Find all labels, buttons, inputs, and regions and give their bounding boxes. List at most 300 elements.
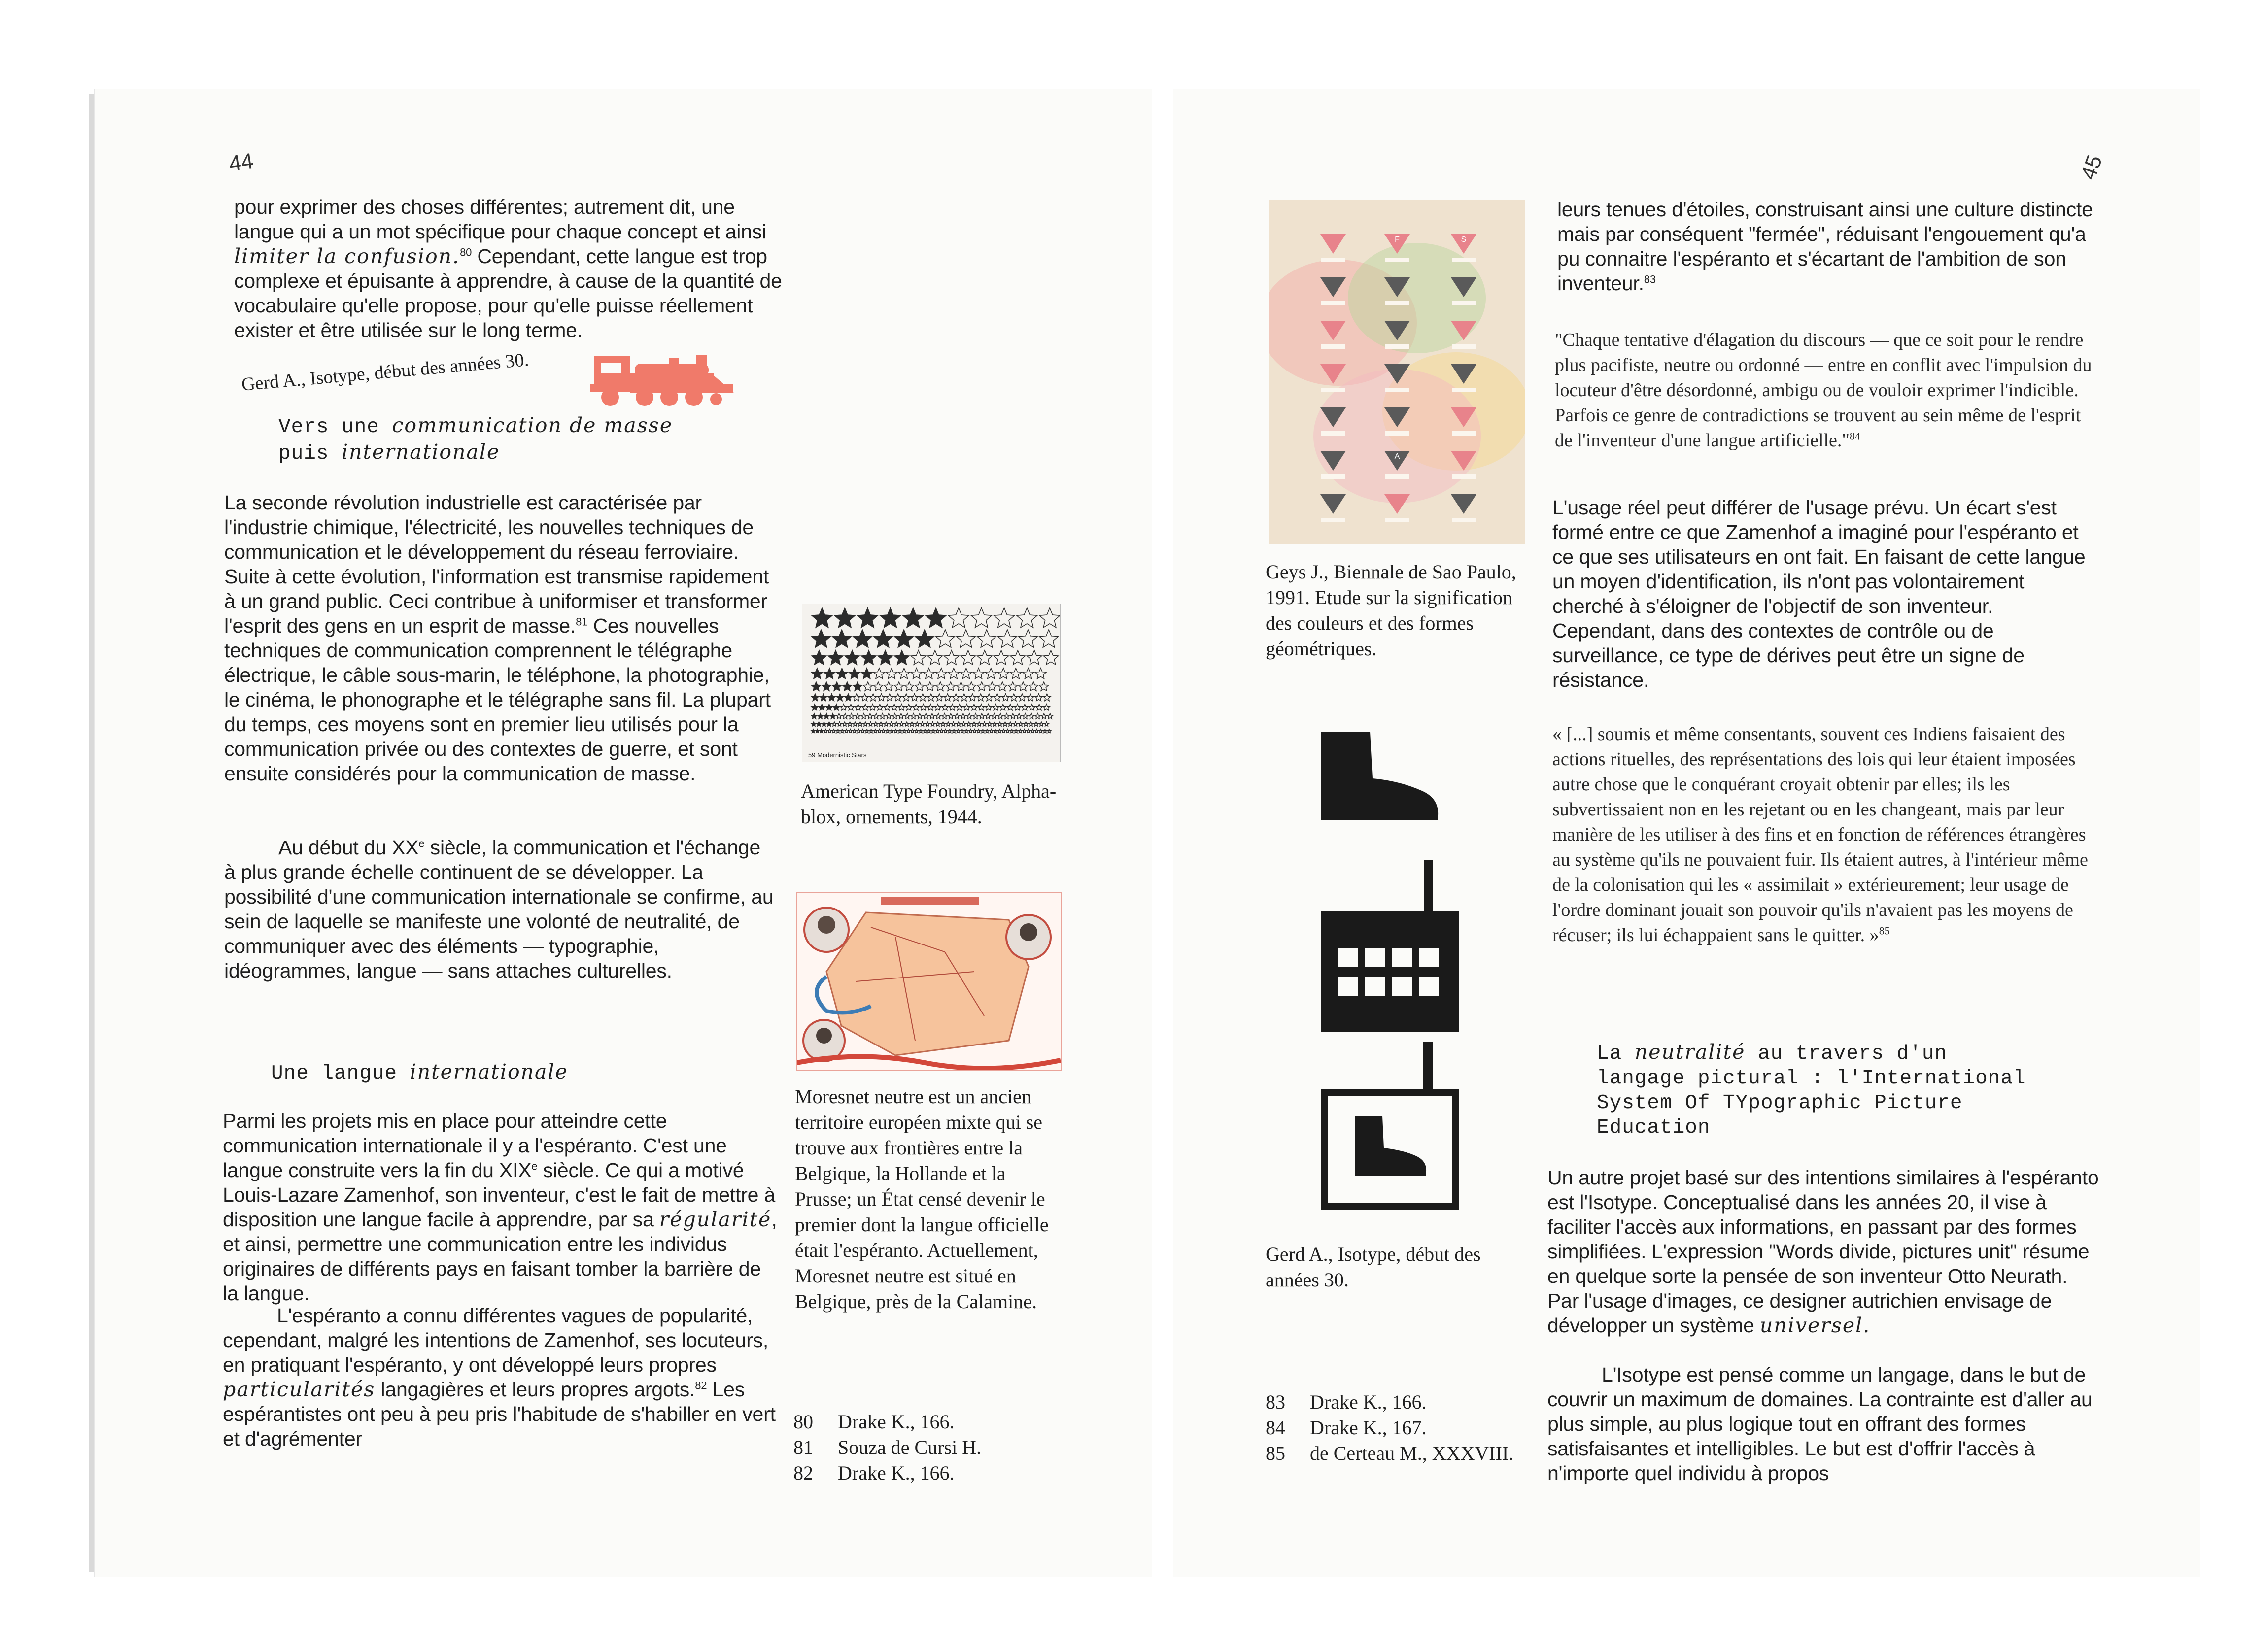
star-ornament xyxy=(1016,713,1022,719)
star-ornament xyxy=(913,704,919,710)
star-ornament xyxy=(812,630,830,647)
bar-mark xyxy=(1321,388,1345,392)
star-ornament xyxy=(981,729,985,733)
star-ornament xyxy=(1002,694,1009,701)
star-ornament xyxy=(985,704,992,710)
star-ornament xyxy=(858,608,878,628)
paragraph-3: Au début du XXe siècle, la communication et l'échange à plus grande échelle continuent de se développer. La possibilité d'une communication internationale se confirme, au sein de laquelle se manifeste une volonté de neutralité, de communiquer avec des éléments — typographie, idéogrammes, langue — sans attaches culturelles. xyxy=(224,836,774,982)
star-ornament xyxy=(987,722,992,726)
footnote: 82 Drake K., 166. xyxy=(793,1462,955,1484)
star-ornament xyxy=(1023,729,1027,733)
heading-communication-de-masse: Vers une communication de masse puis internationale xyxy=(278,413,673,465)
star-ornament xyxy=(832,729,836,733)
star-ornament xyxy=(998,668,1009,679)
star-ornament xyxy=(1004,713,1009,719)
factory-shoe-icon xyxy=(1321,1042,1459,1210)
star-ornament xyxy=(968,729,972,733)
star-ornament xyxy=(1018,694,1026,701)
bar-mark xyxy=(1321,518,1345,522)
star-ornament xyxy=(1035,729,1039,733)
star-ornament xyxy=(886,729,890,733)
bar-mark xyxy=(1385,344,1409,349)
star-ornament xyxy=(1007,704,1013,710)
star-ornament xyxy=(1039,682,1049,691)
bar-mark xyxy=(1321,344,1345,349)
star-ornament xyxy=(1035,713,1040,719)
quote-2: « [...] soumis et même consentants, souvent ces Indiens faisaient des actions rituelles, des représentations des lois qui leur étaient imposées autre chose que le conquérant croyait obtenir par elles; ils les subvertissaient non en les rejetant ou en les changeant, mais par leur manière de les utiliser à des fins et en fonction de références étrangères au système qu'ils ne pouvaient fuir. Ils étaient autres, à l'intérieur même de la colonisation qui les « assimilait » extérieurement; leur usage de l'ordre dominant jouait son pouvoir qu'ils n'avaient pas les moyens de récuser; ils lui échappaient sans le quitter. »$^{85}$ xyxy=(1552,724,2088,945)
star-ornament xyxy=(944,694,951,701)
star-ornament xyxy=(935,722,940,726)
star-ornament xyxy=(948,713,954,719)
star-ornament xyxy=(935,694,943,701)
star-ornament xyxy=(1043,704,1050,710)
star-ornament xyxy=(993,704,999,710)
star-ornament xyxy=(961,668,972,679)
star-ornament xyxy=(1013,722,1018,726)
moresnet-map-image xyxy=(796,892,1062,1071)
footnote: 83 Drake K., 166. xyxy=(1266,1391,1427,1413)
star-ornament xyxy=(994,694,1001,701)
star-ornament xyxy=(956,704,962,710)
star-ornament xyxy=(988,682,997,691)
stars-image-label: 59 Modernistic Stars xyxy=(808,751,867,759)
star-ornament xyxy=(985,668,996,679)
star-ornament xyxy=(977,650,992,665)
star-ornament xyxy=(948,729,952,733)
painting-letter: F xyxy=(1395,236,1400,244)
star-ornament xyxy=(935,729,939,733)
star-ornament xyxy=(1034,722,1039,726)
star-ornament xyxy=(961,729,964,733)
star-ornament xyxy=(832,682,842,691)
star-ornament xyxy=(811,722,816,726)
star-ornament xyxy=(1039,729,1043,733)
star-ornament xyxy=(836,668,848,679)
star-ornament xyxy=(824,729,827,733)
star-ornament xyxy=(926,682,935,691)
star-ornament xyxy=(873,713,879,719)
star-ornament xyxy=(1029,722,1033,726)
paragraph-right-3: Un autre projet basé sur des intentions similaires à l'espéranto est l'Isotype. Conceptualisé dans les années 20, il vise à faciliter l'accès aux informations, en passant par des formes simplifiées. L'expression "Words divide, pictures unit" résume en quelque sorte la pensée de son inventeur Otto Neurath. Par l'usage d'images, ce designer autrichien envisage de développer un système universel. xyxy=(1547,1166,2099,1337)
star-ornament xyxy=(818,713,823,719)
star-ornament xyxy=(1018,722,1023,726)
star-ornament xyxy=(863,682,873,691)
star-ornament xyxy=(920,704,927,710)
star-ornament xyxy=(898,704,905,710)
star-ornament xyxy=(1035,668,1046,679)
star-ornament xyxy=(855,713,860,719)
star-ornament xyxy=(971,704,977,710)
star-ornament xyxy=(858,722,863,726)
star-ornament xyxy=(1039,722,1044,726)
star-ornament xyxy=(840,729,844,733)
star-ornament xyxy=(911,668,922,679)
star-ornament xyxy=(905,704,912,710)
star-ornament xyxy=(869,694,877,701)
star-ornament xyxy=(1047,729,1051,733)
star-ornament xyxy=(904,722,909,726)
paragraph-4: Parmi les projets mis en place pour atteindre cette communication internationale il y a l'espéranto. C'est une langue construite vers la fin du XIXe siècle. Ce qui a motivé Louis-Lazare Zamenhof, son inventeur, c'est le fait de mettre à disposition une langue facile à apprendre, par sa régularité, et ainsi, permettre une communication entre les individus originaires de différents pays en faisant tomber la barrière de la langue. xyxy=(223,1110,777,1305)
quote-1: "Chaque tentative d'élagation du discours — que ce soit pour le rendre plus pacifiste, neutre ou ordonné — entre en conflit avec l'impulsion du locuteur d'être désordonné, ambigu ou de vouloir exprimer l'indicible. Parfois ce genre de contradictions se trouvent au sein même de l'esprit de l'inventeur d'une langue artificielle."$^{84}$ xyxy=(1555,330,2092,451)
bar-mark xyxy=(1452,301,1476,305)
bar-mark xyxy=(1385,518,1409,522)
map-caption: Moresnet neutre est un ancien territoire européen mixte qui se trouve aux frontières entre la Belgique, la Hollande et la Prusse; un État censé devenir le premier dont la langue officielle était l'espéranto. Actuellement, Moresnet neutre est situé en Belgique, près de la Calamine. xyxy=(795,1085,1049,1313)
star-ornament xyxy=(903,608,924,628)
star-ornament xyxy=(989,729,993,733)
star-ornament xyxy=(973,713,978,719)
factory-icon xyxy=(1321,860,1459,1032)
star-ornament xyxy=(905,682,914,691)
star-ornament xyxy=(904,713,910,719)
heading-isotype: La neutralité au travers d'un langage pictural : l'International System Of TYpographic Picture Education xyxy=(1597,1040,2026,1139)
star-ornament xyxy=(944,729,948,733)
star-ornament xyxy=(1044,722,1049,726)
star-ornament xyxy=(886,668,897,679)
star-ornament xyxy=(940,729,944,733)
star-ornament xyxy=(1014,704,1021,710)
star-ornament xyxy=(861,713,866,719)
star-ornament xyxy=(978,704,984,710)
star-ornament xyxy=(1039,608,1060,628)
paragraph-right-1: leurs tenues d'étoiles, construisant ainsi une culture distincte mais par conséquent "fermée", réduisant l'engouement qu'a pu connaitre l'espéranto et s'écartant de l'ambition de son inventeur.$^{83}$ xyxy=(1557,198,2093,295)
star-ornament xyxy=(861,694,868,701)
star-ornament xyxy=(873,722,878,726)
star-ornament xyxy=(931,729,935,733)
star-ornament xyxy=(964,729,968,733)
star-ornament xyxy=(917,713,923,719)
star-ornament xyxy=(1023,668,1034,679)
triangle-mark xyxy=(1451,494,1476,514)
star-ornament xyxy=(820,729,824,733)
star-ornament xyxy=(929,713,935,719)
star-ornament xyxy=(894,694,901,701)
star-ornament xyxy=(936,682,945,691)
star-ornament xyxy=(853,729,857,733)
star-ornament xyxy=(832,722,837,726)
star-ornament xyxy=(879,722,884,726)
star-ornament xyxy=(890,729,894,733)
star-ornament xyxy=(1008,682,1018,691)
star-ornament xyxy=(848,722,853,726)
triangle-grid xyxy=(1269,200,1525,544)
star-ornament xyxy=(894,650,909,665)
star-ornament xyxy=(973,668,984,679)
star-ornament xyxy=(853,630,872,647)
star-ornament xyxy=(868,722,873,726)
star-ornament xyxy=(894,729,898,733)
star-ornament xyxy=(934,704,941,710)
star-ornament xyxy=(963,704,970,710)
painting-letter: A xyxy=(1394,452,1400,461)
star-ornament xyxy=(898,729,902,733)
footnote: 84 Drake K., 167. xyxy=(1266,1416,1427,1439)
paragraph-2: La seconde révolution industrielle est caractérisée par l'industrie chimique, l'électricité, les nouvelles techniques de communication et le développement du réseau ferroviaire. Suite à cette évolution, l'information est transmise rapidement à un grand public. Ceci contribue à uniformiser et transformer l'esprit des gens en un esprit de masse.$^{81}$ Ces nouvelles techniques de communication comprennent le télégraphe électrique, le câble sous-marin, le téléphone, la photographie, le cinéma, le phonographe et le télégraphe sans fil. La plupart du temps, ces moyens sont en premier lieu utilisés pour la communication privée ou des contextes de guerre, et sont ensuite considérés pour la communication de masse. xyxy=(224,491,771,785)
bar-mark xyxy=(1321,258,1345,262)
star-ornament xyxy=(874,682,883,691)
star-ornament xyxy=(898,668,910,679)
bar-mark xyxy=(1385,431,1409,436)
bar-mark xyxy=(1385,301,1409,305)
train-icon xyxy=(590,354,738,408)
footnote: 80 Drake K., 166. xyxy=(793,1411,955,1433)
star-ornament xyxy=(873,729,877,733)
page-number: 45 xyxy=(2076,152,2107,183)
bar-mark xyxy=(1321,431,1345,436)
star-ornament xyxy=(927,650,942,665)
star-ornament xyxy=(878,650,892,665)
star-ornament xyxy=(886,713,892,719)
star-ornament xyxy=(1024,722,1029,726)
star-ornament xyxy=(906,729,910,733)
star-ornament xyxy=(811,713,817,719)
paragraph-5: L'espéranto a connu différentes vagues de popularité, cependant, malgré les intentions de Zamenhof, ses locuteurs, en pratiquant l'espéranto, y ont développé leurs propres particularités langagières et leurs propres argots.$^{82}$ Les espérantistes ont peu à peu pris l'habitude de s'habiller en vert et d'agrémenter xyxy=(223,1304,776,1450)
star-ornament xyxy=(982,722,987,726)
star-ornament xyxy=(1029,682,1038,691)
star-ornament xyxy=(1027,650,1042,665)
star-ornament xyxy=(952,694,960,701)
star-ornament xyxy=(967,682,976,691)
star-ornament xyxy=(1041,713,1047,719)
star-ornament xyxy=(849,729,853,733)
star-ornament xyxy=(997,722,1002,726)
star-ornament xyxy=(811,729,815,733)
star-ornament xyxy=(952,729,956,733)
star-ornament xyxy=(915,682,925,691)
star-ornament xyxy=(910,722,915,726)
star-ornament xyxy=(994,608,1015,628)
star-ornament xyxy=(891,704,897,710)
star-ornament xyxy=(925,722,930,726)
star-ornament xyxy=(966,713,972,719)
star-ornament xyxy=(877,704,883,710)
star-ornament xyxy=(812,608,832,628)
star-ornament xyxy=(899,722,904,726)
star-ornament xyxy=(1030,729,1034,733)
stars-grid xyxy=(802,604,1060,752)
star-ornament xyxy=(946,682,956,691)
star-ornament xyxy=(1027,729,1030,733)
star-ornament xyxy=(1003,722,1008,726)
bar-mark xyxy=(1452,474,1476,479)
star-ornament xyxy=(844,729,848,733)
star-ornament xyxy=(878,694,885,701)
bar-mark xyxy=(1385,258,1409,262)
star-ornament xyxy=(845,694,852,701)
star-ornament xyxy=(969,694,976,701)
star-ornament xyxy=(819,704,825,710)
star-ornament xyxy=(886,694,893,701)
star-ornament xyxy=(927,729,931,733)
star-ornament xyxy=(812,668,823,679)
star-ornament xyxy=(977,722,982,726)
star-ornament xyxy=(837,722,842,726)
star-ornament xyxy=(1023,713,1028,719)
star-ornament xyxy=(977,682,987,691)
star-ornament xyxy=(848,704,854,710)
star-ornament xyxy=(961,722,966,726)
star-ornament xyxy=(923,713,928,719)
star-ornament xyxy=(946,722,951,726)
star-ornament xyxy=(954,713,960,719)
star-ornament xyxy=(822,722,826,726)
star-ornament xyxy=(840,704,847,710)
star-ornament xyxy=(1036,704,1042,710)
star-ornament xyxy=(957,682,966,691)
star-ornament xyxy=(1010,729,1014,733)
star-ornament xyxy=(836,694,844,701)
painting-letter: S xyxy=(1461,236,1467,244)
star-ornament xyxy=(842,713,848,719)
star-ornament xyxy=(1002,729,1006,733)
star-ornament xyxy=(878,729,882,733)
star-ornament xyxy=(1010,650,1025,665)
star-ornament xyxy=(985,694,993,701)
star-ornament xyxy=(994,650,1008,665)
paragraph-1: pour exprimer des choses différentes; autrement dit, une langue qui a un mot spécifique pour chaque concept et ainsi limiter la confusion.$^{80}$ Cependant, cette langue est trop complexe et épuisante à apprendre, à cause de la quantité de vocabulaire qu'elle propose, pour qu'elle puisse réellement exister et être utilisée sur le long terme. xyxy=(234,196,782,341)
star-ornament xyxy=(944,650,959,665)
star-ornament xyxy=(1006,729,1010,733)
star-ornament xyxy=(861,729,865,733)
star-ornament xyxy=(985,729,989,733)
star-ornament xyxy=(817,722,822,726)
star-ornament xyxy=(915,729,919,733)
star-ornament xyxy=(869,729,873,733)
star-ornament xyxy=(920,722,925,726)
star-ornament xyxy=(1010,713,1016,719)
star-ornament xyxy=(853,694,860,701)
isotype-caption: Gerd A., Isotype, début des années 30. xyxy=(1266,1243,1481,1291)
star-ornament xyxy=(826,704,832,710)
triangle-mark xyxy=(1320,494,1346,514)
star-ornament xyxy=(816,729,820,733)
star-ornament xyxy=(862,704,868,710)
star-ornament xyxy=(880,608,901,628)
star-ornament xyxy=(911,729,915,733)
footnotes-left xyxy=(793,1409,1050,1486)
star-ornament xyxy=(961,650,975,665)
bar-mark xyxy=(1452,388,1476,392)
star-ornament xyxy=(915,722,920,726)
star-ornament xyxy=(1043,650,1058,665)
star-ornament xyxy=(985,713,991,719)
star-ornament xyxy=(948,608,969,628)
star-ornament xyxy=(894,630,913,647)
bar-mark xyxy=(1452,258,1476,262)
star-ornament xyxy=(977,630,996,647)
star-ornament xyxy=(992,713,997,719)
bar-mark xyxy=(1452,518,1476,522)
train-caption: Gerd A., Isotype, début des années 30. xyxy=(240,349,530,395)
star-ornament xyxy=(973,729,977,733)
footnote: 85 de Certeau M., XXXVIII. xyxy=(1266,1442,1514,1464)
star-ornament xyxy=(894,682,904,691)
shoe-icon xyxy=(1316,727,1444,825)
star-ornament xyxy=(998,682,1007,691)
star-ornament xyxy=(1029,713,1034,719)
triangle-mark xyxy=(1384,494,1410,514)
star-ornament xyxy=(1017,608,1037,628)
paragraph-right-4: L'Isotype est pensé comme un langage, dans le but de couvrir un maximum de domaines. La contrainte est d'aller au plus simple, au plus logique tout en offrant des formes satisfaisantes et intelligibles. Le but est d'offrir l'accès à n'importe quel individu à propos xyxy=(1547,1363,2093,1484)
star-ornament xyxy=(833,704,839,710)
heading-langue-internationale: Une langue internationale xyxy=(271,1060,568,1085)
star-ornament xyxy=(1047,713,1053,719)
star-ornament xyxy=(1027,694,1034,701)
star-ornament xyxy=(927,694,935,701)
star-ornament xyxy=(971,608,992,628)
star-ornament xyxy=(977,694,984,701)
star-ornament xyxy=(842,722,847,726)
geys-painting-image xyxy=(1269,200,1525,544)
star-ornament xyxy=(1035,694,1042,701)
paragraph-right-2: L'usage réel peut différer de l'usage prévu. Un écart s'est formé entre ce que Zamenhof a imaginé pour l'espéranto et ce que ses utilisateurs en ont fait. En faisant de cette langue un moyen d'identification, ils n'ont pas volontairement cherché à s'éloigner de l'objectif de son inventeur. Cependant, dans des contextes de contrôle ou de surveillance, ce type de dérives peut être un signe de résistance. xyxy=(1552,496,2086,691)
star-ornament xyxy=(902,694,910,701)
star-ornament xyxy=(1018,729,1022,733)
star-ornament xyxy=(942,713,947,719)
star-ornament xyxy=(979,713,985,719)
star-ornament xyxy=(884,704,890,710)
star-ornament xyxy=(834,608,855,628)
star-ornament xyxy=(867,713,873,719)
stars-ornaments-image xyxy=(802,604,1061,762)
star-ornament xyxy=(915,630,934,647)
star-ornament xyxy=(941,722,946,726)
star-ornament xyxy=(865,729,869,733)
star-ornament xyxy=(824,713,829,719)
star-ornament xyxy=(961,713,966,719)
star-ornament xyxy=(911,713,916,719)
star-ornament xyxy=(1029,704,1035,710)
star-ornament xyxy=(827,722,832,726)
star-ornament xyxy=(1039,630,1058,647)
star-ornament xyxy=(948,668,960,679)
star-ornament xyxy=(884,682,893,691)
star-ornament xyxy=(927,704,934,710)
star-ornament xyxy=(874,668,885,679)
star-ornament xyxy=(828,729,832,733)
star-ornament xyxy=(911,694,918,701)
star-ornament xyxy=(845,650,859,665)
star-ornament xyxy=(911,650,926,665)
painting-caption: Geys J., Biennale de Sao Paulo, 1991. Etude sur la signification des couleurs et des formes géométriques. xyxy=(1266,561,1516,660)
star-ornament xyxy=(822,682,831,691)
star-ornament xyxy=(1022,704,1028,710)
star-ornament xyxy=(930,722,935,726)
star-ornament xyxy=(853,682,862,691)
star-ornament xyxy=(1014,729,1018,733)
star-ornament xyxy=(956,722,961,726)
bar-mark xyxy=(1452,431,1476,436)
star-ornament xyxy=(994,729,997,733)
star-ornament xyxy=(1043,729,1047,733)
star-ornament xyxy=(898,713,904,719)
star-ornament xyxy=(997,729,1001,733)
star-ornament xyxy=(936,630,955,647)
star-ornament xyxy=(902,729,906,733)
star-ornament xyxy=(1010,668,1022,679)
star-ornament xyxy=(942,704,948,710)
star-ornament xyxy=(811,694,819,701)
star-ornament xyxy=(828,694,835,701)
star-ornament xyxy=(812,682,821,691)
star-ornament xyxy=(830,713,835,719)
bar-mark xyxy=(1385,388,1409,392)
star-ornament xyxy=(855,704,861,710)
bar-mark xyxy=(1321,301,1345,305)
star-ornament xyxy=(892,713,897,719)
page-number: 44 xyxy=(227,148,255,176)
star-ornament xyxy=(882,729,886,733)
star-ornament xyxy=(861,668,872,679)
